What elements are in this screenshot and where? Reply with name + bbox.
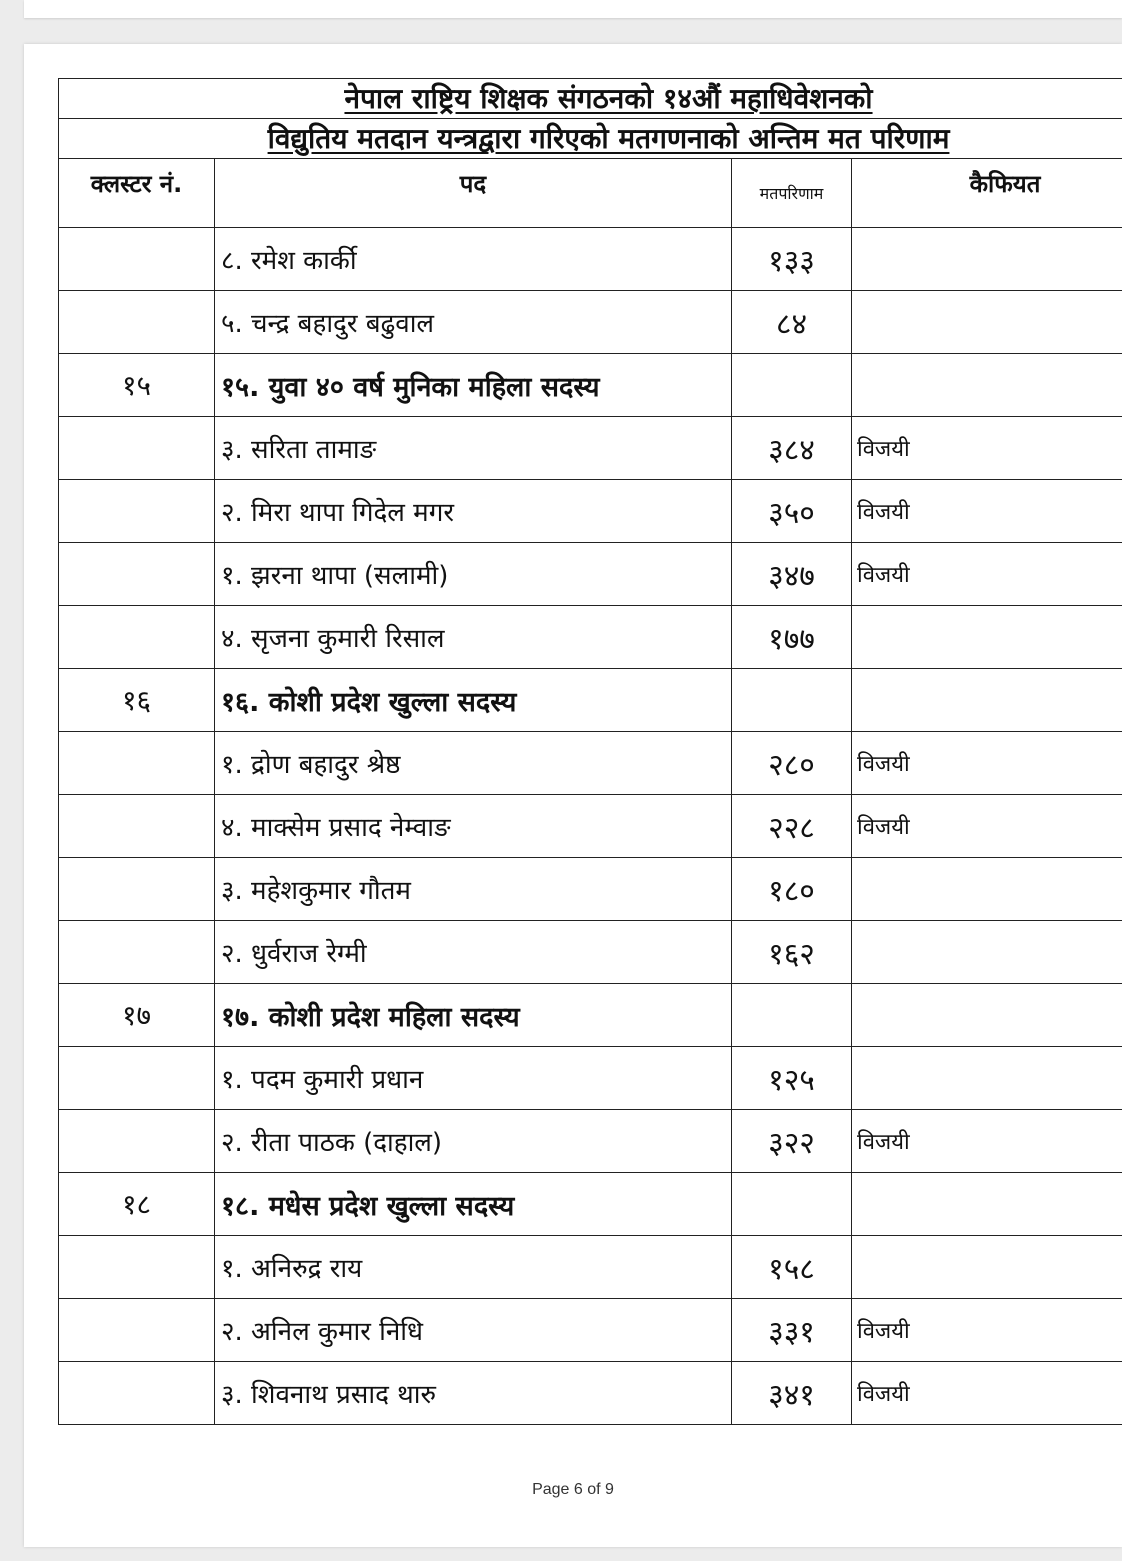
cluster-cell — [59, 1362, 215, 1425]
candidate-name: ३. सरिता तामाङ — [215, 417, 732, 480]
remark-cell — [852, 1236, 1122, 1299]
section-row — [59, 354, 1122, 417]
candidate-name: २. अनिल कुमार निधि — [215, 1299, 732, 1362]
candidate-name: २. धुर्वराज रेग्मी — [215, 921, 732, 984]
candidate-name: ३. शिवनाथ प्रसाद थारु — [215, 1362, 732, 1425]
cluster-cell — [59, 606, 215, 669]
table-row — [59, 1362, 1122, 1425]
candidate-name: ८. रमेश कार्की — [215, 228, 732, 291]
section-row — [59, 669, 1122, 732]
vote-count: १५८ — [732, 1236, 852, 1299]
remark-cell: विजयी — [852, 795, 1122, 858]
vote-count — [732, 984, 852, 1047]
vote-count: १२५ — [732, 1047, 852, 1110]
cluster-cell — [59, 291, 215, 354]
table-row — [59, 417, 1122, 480]
vote-count: १६२ — [732, 921, 852, 984]
vote-count: १७७ — [732, 606, 852, 669]
table-row — [59, 1236, 1122, 1299]
results-table — [58, 78, 1122, 1425]
vote-count: ३८४ — [732, 417, 852, 480]
column-header-row — [59, 159, 1122, 228]
vote-count: १८० — [732, 858, 852, 921]
table-row — [59, 732, 1122, 795]
vote-count: ३४७ — [732, 543, 852, 606]
remark-cell — [852, 606, 1122, 669]
title-cell-1 — [59, 79, 1122, 119]
vote-count: १३३ — [732, 228, 852, 291]
section-row — [59, 984, 1122, 1047]
cluster-cell — [59, 795, 215, 858]
remark-cell: विजयी — [852, 417, 1122, 480]
cluster-cell: १७ — [59, 984, 215, 1047]
table-row — [59, 291, 1122, 354]
candidate-name: १. द्रोण बहादुर श्रेष्ठ — [215, 732, 732, 795]
remark-cell — [852, 1173, 1122, 1236]
remark-cell — [852, 228, 1122, 291]
vote-count: ३२२ — [732, 1110, 852, 1173]
remark-cell: विजयी — [852, 732, 1122, 795]
cluster-cell — [59, 1236, 215, 1299]
cluster-cell — [59, 858, 215, 921]
previous-page-edge — [24, 0, 1122, 18]
remark-cell: विजयी — [852, 480, 1122, 543]
table-row — [59, 1110, 1122, 1173]
header-remarks: कैफियत — [852, 159, 1122, 228]
vote-count — [732, 1173, 852, 1236]
section-row — [59, 1173, 1122, 1236]
candidate-name: ४. सृजना कुमारी रिसाल — [215, 606, 732, 669]
cluster-cell — [59, 480, 215, 543]
candidate-name: १. अनिरुद्र राय — [215, 1236, 732, 1299]
remark-cell: विजयी — [852, 1299, 1122, 1362]
cluster-cell — [59, 228, 215, 291]
cluster-cell — [59, 732, 215, 795]
table-row — [59, 543, 1122, 606]
page-number: Page 6 of 9 — [532, 1481, 614, 1498]
header-cluster: क्लस्टर नं. — [59, 159, 215, 228]
document-title-line-1: नेपाल राष्ट्रिय शिक्षक संगठनको १४औं महाधिवेशनको — [344, 82, 873, 115]
header-post: पद — [215, 159, 732, 228]
candidate-name: ४. माक्सेम प्रसाद नेम्वाङ — [215, 795, 732, 858]
remark-cell: विजयी — [852, 1362, 1122, 1425]
section-title: १७. कोशी प्रदेश महिला सदस्य — [215, 984, 732, 1047]
cluster-cell — [59, 543, 215, 606]
cluster-cell — [59, 1299, 215, 1362]
vote-count — [732, 354, 852, 417]
candidate-name: २. मिरा थापा गिदेल मगर — [215, 480, 732, 543]
vote-count: ८४ — [732, 291, 852, 354]
candidate-name: १. झरना थापा (सलामी) — [215, 543, 732, 606]
document-page[interactable] — [24, 44, 1122, 1547]
table-row — [59, 228, 1122, 291]
table-row — [59, 606, 1122, 669]
remark-cell — [852, 858, 1122, 921]
vote-count: ३३१ — [732, 1299, 852, 1362]
section-title: १८. मधेस प्रदेश खुल्ला सदस्य — [215, 1173, 732, 1236]
table-row — [59, 795, 1122, 858]
remark-cell — [852, 1047, 1122, 1110]
remark-cell — [852, 354, 1122, 417]
candidate-name: २. रीता पाठक (दाहाल) — [215, 1110, 732, 1173]
vote-count: २८० — [732, 732, 852, 795]
remark-cell: विजयी — [852, 543, 1122, 606]
section-title: १५. युवा ४० वर्ष मुनिका महिला सदस्य — [215, 354, 732, 417]
table-row — [59, 1299, 1122, 1362]
candidate-name: ५. चन्द्र बहादुर बढुवाल — [215, 291, 732, 354]
remark-cell: विजयी — [852, 1110, 1122, 1173]
title-cell-2 — [59, 119, 1122, 159]
title-row-2 — [59, 119, 1122, 159]
cluster-cell — [59, 1110, 215, 1173]
vote-count: २२८ — [732, 795, 852, 858]
table-row — [59, 921, 1122, 984]
cluster-cell — [59, 921, 215, 984]
remark-cell — [852, 921, 1122, 984]
section-title: १६. कोशी प्रदेश खुल्ला सदस्य — [215, 669, 732, 732]
candidate-name: १. पदम कुमारी प्रधान — [215, 1047, 732, 1110]
title-row-1 — [59, 79, 1122, 119]
document-title-line-2: विद्युतिय मतदान यन्त्रद्वारा गरिएको मतगणनाको अन्तिम मत परिणाम — [267, 122, 950, 155]
results-body — [59, 228, 1122, 1425]
table-row — [59, 858, 1122, 921]
header-votes: मतपरिणाम — [732, 159, 852, 228]
table-row — [59, 480, 1122, 543]
vote-count: ३४१ — [732, 1362, 852, 1425]
cluster-cell: १८ — [59, 1173, 215, 1236]
table-row — [59, 1047, 1122, 1110]
remark-cell — [852, 984, 1122, 1047]
vote-count — [732, 669, 852, 732]
remark-cell — [852, 291, 1122, 354]
vote-count: ३५० — [732, 480, 852, 543]
cluster-cell — [59, 417, 215, 480]
cluster-cell — [59, 1047, 215, 1110]
cluster-cell: १६ — [59, 669, 215, 732]
results-table-container — [58, 78, 1122, 1425]
remark-cell — [852, 669, 1122, 732]
candidate-name: ३. महेशकुमार गौतम — [215, 858, 732, 921]
cluster-cell: १५ — [59, 354, 215, 417]
